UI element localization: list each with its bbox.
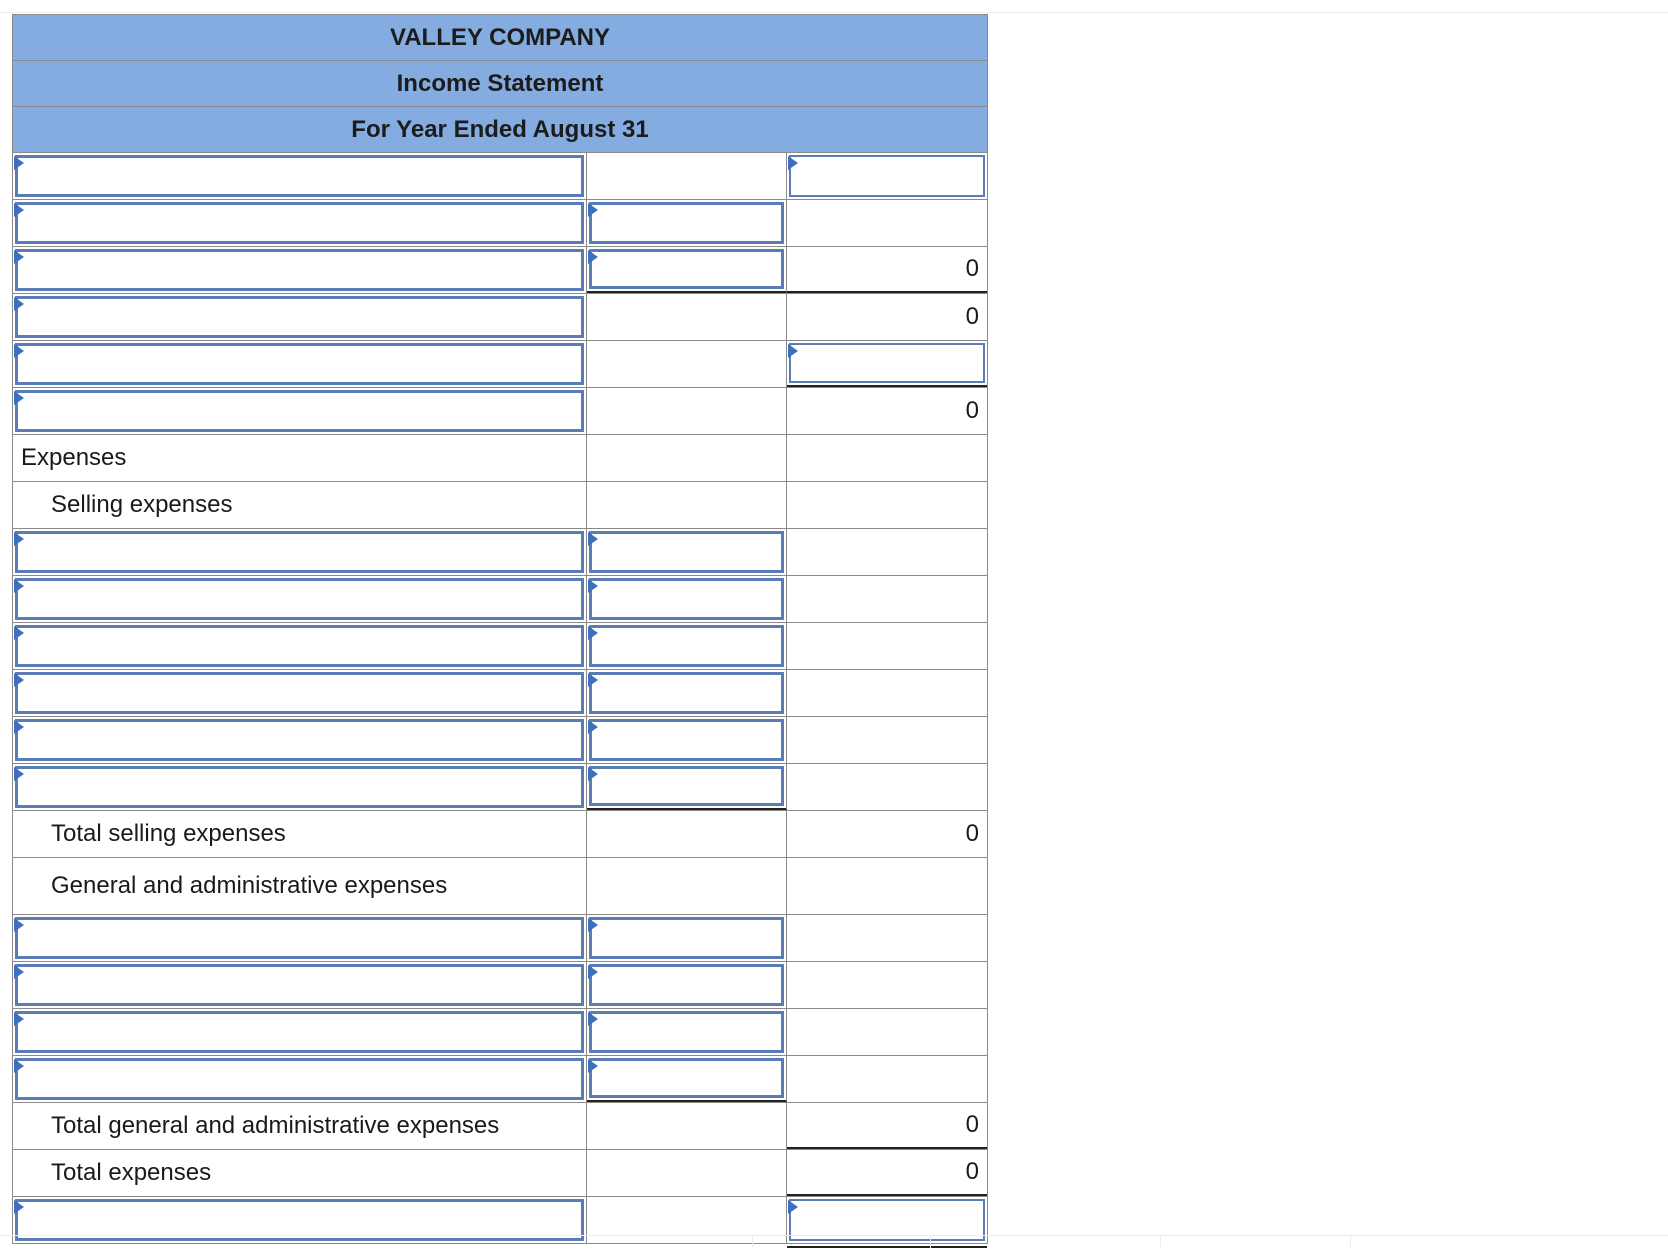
account-dropdown[interactable]: [13, 623, 587, 669]
account-dropdown[interactable]: [13, 529, 587, 575]
dropdown-marker-icon: [14, 626, 24, 640]
total-value: 0: [965, 255, 979, 282]
table-row: [13, 764, 987, 811]
table-row: [13, 962, 987, 1009]
double-underline: [787, 1246, 987, 1248]
dropdown-marker-icon: [14, 532, 24, 546]
total-selling-label: Total selling expenses: [51, 820, 286, 847]
total-selling-value: 0: [965, 820, 979, 847]
footer-tick: [1350, 1236, 1351, 1248]
top-divider: [0, 12, 1668, 13]
total-expenses-label: Total expenses: [51, 1159, 212, 1186]
dropdown-marker-icon: [588, 250, 598, 264]
amount-input[interactable]: [587, 962, 787, 1008]
total-input[interactable]: [787, 341, 987, 387]
account-dropdown[interactable]: [13, 670, 587, 716]
table-row: [13, 1150, 987, 1197]
table-row: [13, 576, 987, 623]
dropdown-marker-icon: [588, 767, 598, 781]
dropdown-marker-icon: [14, 720, 24, 734]
table-row: [13, 858, 987, 915]
dropdown-marker-icon: [14, 579, 24, 593]
dropdown-marker-icon: [14, 1059, 24, 1073]
statement-title: Income Statement: [13, 61, 987, 107]
dropdown-marker-icon: [14, 391, 24, 405]
table-row: [13, 915, 987, 962]
dropdown-marker-icon: [14, 297, 24, 311]
table-row: [13, 1056, 987, 1103]
table-row: [13, 1197, 987, 1243]
table-row: [13, 294, 987, 341]
amount-input[interactable]: [587, 247, 787, 293]
account-dropdown[interactable]: [13, 1009, 587, 1055]
amount-input[interactable]: [587, 915, 787, 961]
table-row: [13, 435, 987, 482]
amount-input[interactable]: [587, 200, 787, 246]
table-row: [13, 1009, 987, 1056]
statement-period: For Year Ended August 31: [13, 107, 987, 153]
amount-input[interactable]: [587, 670, 787, 716]
account-dropdown[interactable]: [13, 915, 587, 961]
account-dropdown[interactable]: [13, 247, 587, 293]
account-dropdown[interactable]: [13, 341, 587, 387]
amount-input[interactable]: [587, 576, 787, 622]
table-row: [13, 341, 987, 388]
total-cell: [787, 388, 987, 434]
table-row: [13, 623, 987, 670]
account-dropdown[interactable]: [13, 294, 587, 340]
amount-input[interactable]: [587, 1009, 787, 1055]
table-row: [13, 388, 987, 435]
dropdown-marker-icon: [14, 918, 24, 932]
selling-expenses-label: Selling expenses: [51, 491, 233, 518]
amount-input[interactable]: [587, 1056, 787, 1102]
amount-input[interactable]: [587, 717, 787, 763]
table-row: [13, 247, 987, 294]
dropdown-marker-icon: [588, 532, 598, 546]
account-dropdown[interactable]: [13, 200, 587, 246]
dropdown-marker-icon: [14, 203, 24, 217]
account-dropdown[interactable]: [13, 1197, 587, 1243]
total-cell: [787, 247, 987, 293]
account-dropdown[interactable]: [13, 576, 587, 622]
dropdown-marker-icon: [14, 250, 24, 264]
total-ga-label: Total general and administrative expenses: [51, 1112, 500, 1139]
dropdown-marker-icon: [788, 344, 798, 358]
table-row: [13, 717, 987, 764]
total-cell: [787, 200, 987, 246]
footer-tick: [1160, 1236, 1161, 1248]
total-ga-value: 0: [965, 1111, 979, 1138]
total-cell: [787, 294, 987, 340]
footer-tick: [930, 1236, 931, 1248]
account-dropdown[interactable]: [13, 962, 587, 1008]
amount-input[interactable]: [587, 529, 787, 575]
total-input[interactable]: [787, 153, 987, 199]
amount-input[interactable]: [587, 623, 787, 669]
table-row: [13, 200, 987, 247]
account-dropdown[interactable]: [13, 153, 587, 199]
bottom-divider: [0, 1235, 1668, 1236]
dropdown-marker-icon: [14, 965, 24, 979]
dropdown-marker-icon: [788, 156, 798, 170]
dropdown-marker-icon: [14, 1012, 24, 1026]
dropdown-marker-icon: [588, 203, 598, 217]
table-row: [13, 1103, 987, 1150]
dropdown-marker-icon: [588, 1059, 598, 1073]
amount-cell: [587, 294, 787, 340]
account-dropdown[interactable]: [13, 1056, 587, 1102]
dropdown-marker-icon: [588, 673, 598, 687]
table-row: [13, 529, 987, 576]
table-row: [13, 153, 987, 200]
dropdown-marker-icon: [14, 673, 24, 687]
table-row: [13, 670, 987, 717]
dropdown-marker-icon: [588, 1012, 598, 1026]
dropdown-marker-icon: [588, 965, 598, 979]
table-row: [13, 811, 987, 858]
income-statement-worksheet: [12, 14, 988, 1244]
amount-cell: [587, 153, 787, 199]
net-total-input[interactable]: [787, 1197, 987, 1243]
total-expenses-value: 0: [965, 1158, 979, 1185]
dropdown-marker-icon: [14, 156, 24, 170]
expenses-label: Expenses: [21, 444, 127, 471]
amount-cell: [587, 341, 787, 387]
dropdown-marker-icon: [588, 579, 598, 593]
account-dropdown[interactable]: [13, 717, 587, 763]
table-row: [13, 482, 987, 529]
dropdown-marker-icon: [588, 626, 598, 640]
footer-tick: [752, 1236, 753, 1248]
dropdown-marker-icon: [14, 767, 24, 781]
account-dropdown[interactable]: [13, 388, 587, 434]
company-name: VALLEY COMPANY: [13, 15, 987, 61]
ga-expenses-label: General and administrative expenses: [51, 872, 448, 899]
dropdown-marker-icon: [14, 344, 24, 358]
total-value: 0: [965, 303, 979, 330]
amount-input[interactable]: [587, 764, 787, 810]
account-dropdown[interactable]: [13, 764, 587, 810]
dropdown-marker-icon: [588, 918, 598, 932]
dropdown-marker-icon: [788, 1200, 798, 1214]
dropdown-marker-icon: [14, 1200, 24, 1214]
total-value: 0: [965, 397, 979, 424]
dropdown-marker-icon: [588, 720, 598, 734]
amount-cell: [587, 388, 787, 434]
